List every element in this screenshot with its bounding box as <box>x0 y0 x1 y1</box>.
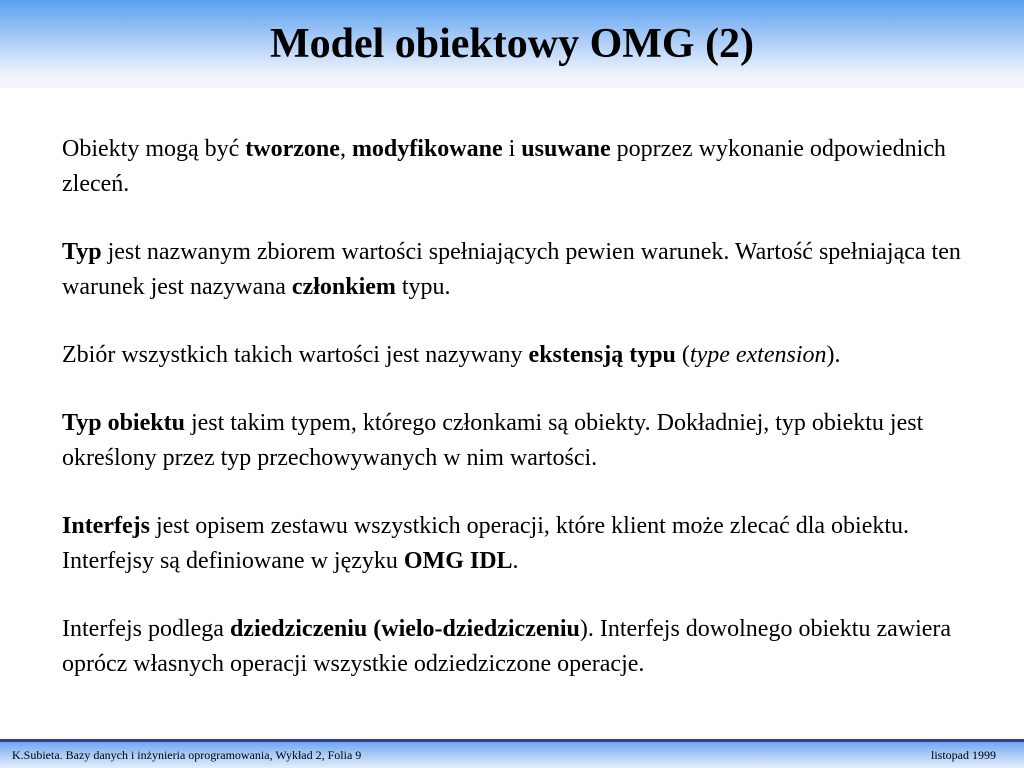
bold-term: dziedziczeniu (wielo-dziedziczeniu <box>229 616 580 642</box>
text-span: typu. <box>395 274 451 300</box>
title-bar <box>0 0 1024 88</box>
text-span: i <box>502 136 522 162</box>
paragraph-type <box>62 235 992 305</box>
footer-bar <box>0 739 1024 768</box>
bold-term: ekstensją typu <box>528 342 676 368</box>
text-span: jest nazwanym zbiorem wartości spełniających pewien warunek. Wartość spełniająca ten warunek jest nazywana <box>62 239 961 300</box>
footer-date: listopad 1999 <box>931 748 996 762</box>
paragraph-objects <box>62 132 992 202</box>
text-span: , <box>339 136 352 162</box>
bold-term: tworzone <box>245 136 340 162</box>
text-span: jest opisem zestawu wszystkich operacji, które klient może zlecać dla obiektu. Interfejsy są definiowane w języku <box>62 513 910 574</box>
bold-term: Interfejs <box>62 513 150 539</box>
text-span: Obiekty mogą być <box>62 136 246 162</box>
text-span: ). <box>826 342 841 368</box>
footer-credit: K.Subieta. Bazy danych i inżynieria oprogramowania, Wykład 2, Folia 9 <box>12 748 362 762</box>
paragraph-type-extension <box>62 338 992 373</box>
text-span: ( <box>675 342 690 368</box>
text-span: jest takim typem, którego członkami są obiekty. Dokładniej, typ obiektu jest określony przez typ przechowywanych w nim wartości. <box>62 410 924 471</box>
bold-term: modyfikowane <box>351 136 503 162</box>
paragraph-object-type <box>62 406 992 476</box>
paragraph-inheritance <box>62 612 992 682</box>
text-span: Zbiór wszystkich takich wartości jest nazywany <box>62 342 529 368</box>
slide-body <box>62 132 992 715</box>
bold-term: OMG IDL <box>403 548 513 574</box>
bold-term: usuwane <box>521 136 611 162</box>
text-span: poprzez wykonanie odpowiednich zleceń. <box>62 136 946 197</box>
paragraph-interface <box>62 509 992 579</box>
text-span: ). Interfejs dowolnego obiektu zawiera oprócz własnych operacji wszystkie odziedziczone operacje. <box>62 616 952 677</box>
text-span: Interfejs podlega <box>62 616 230 642</box>
bold-term: członkiem <box>291 274 396 300</box>
text-span: . <box>512 548 519 574</box>
slide-title: Model obiektowy OMG (2) <box>269 21 755 67</box>
italic-term: type extension <box>689 342 827 368</box>
bold-term: Typ <box>62 239 102 265</box>
bold-term: Typ obiektu <box>62 410 185 436</box>
